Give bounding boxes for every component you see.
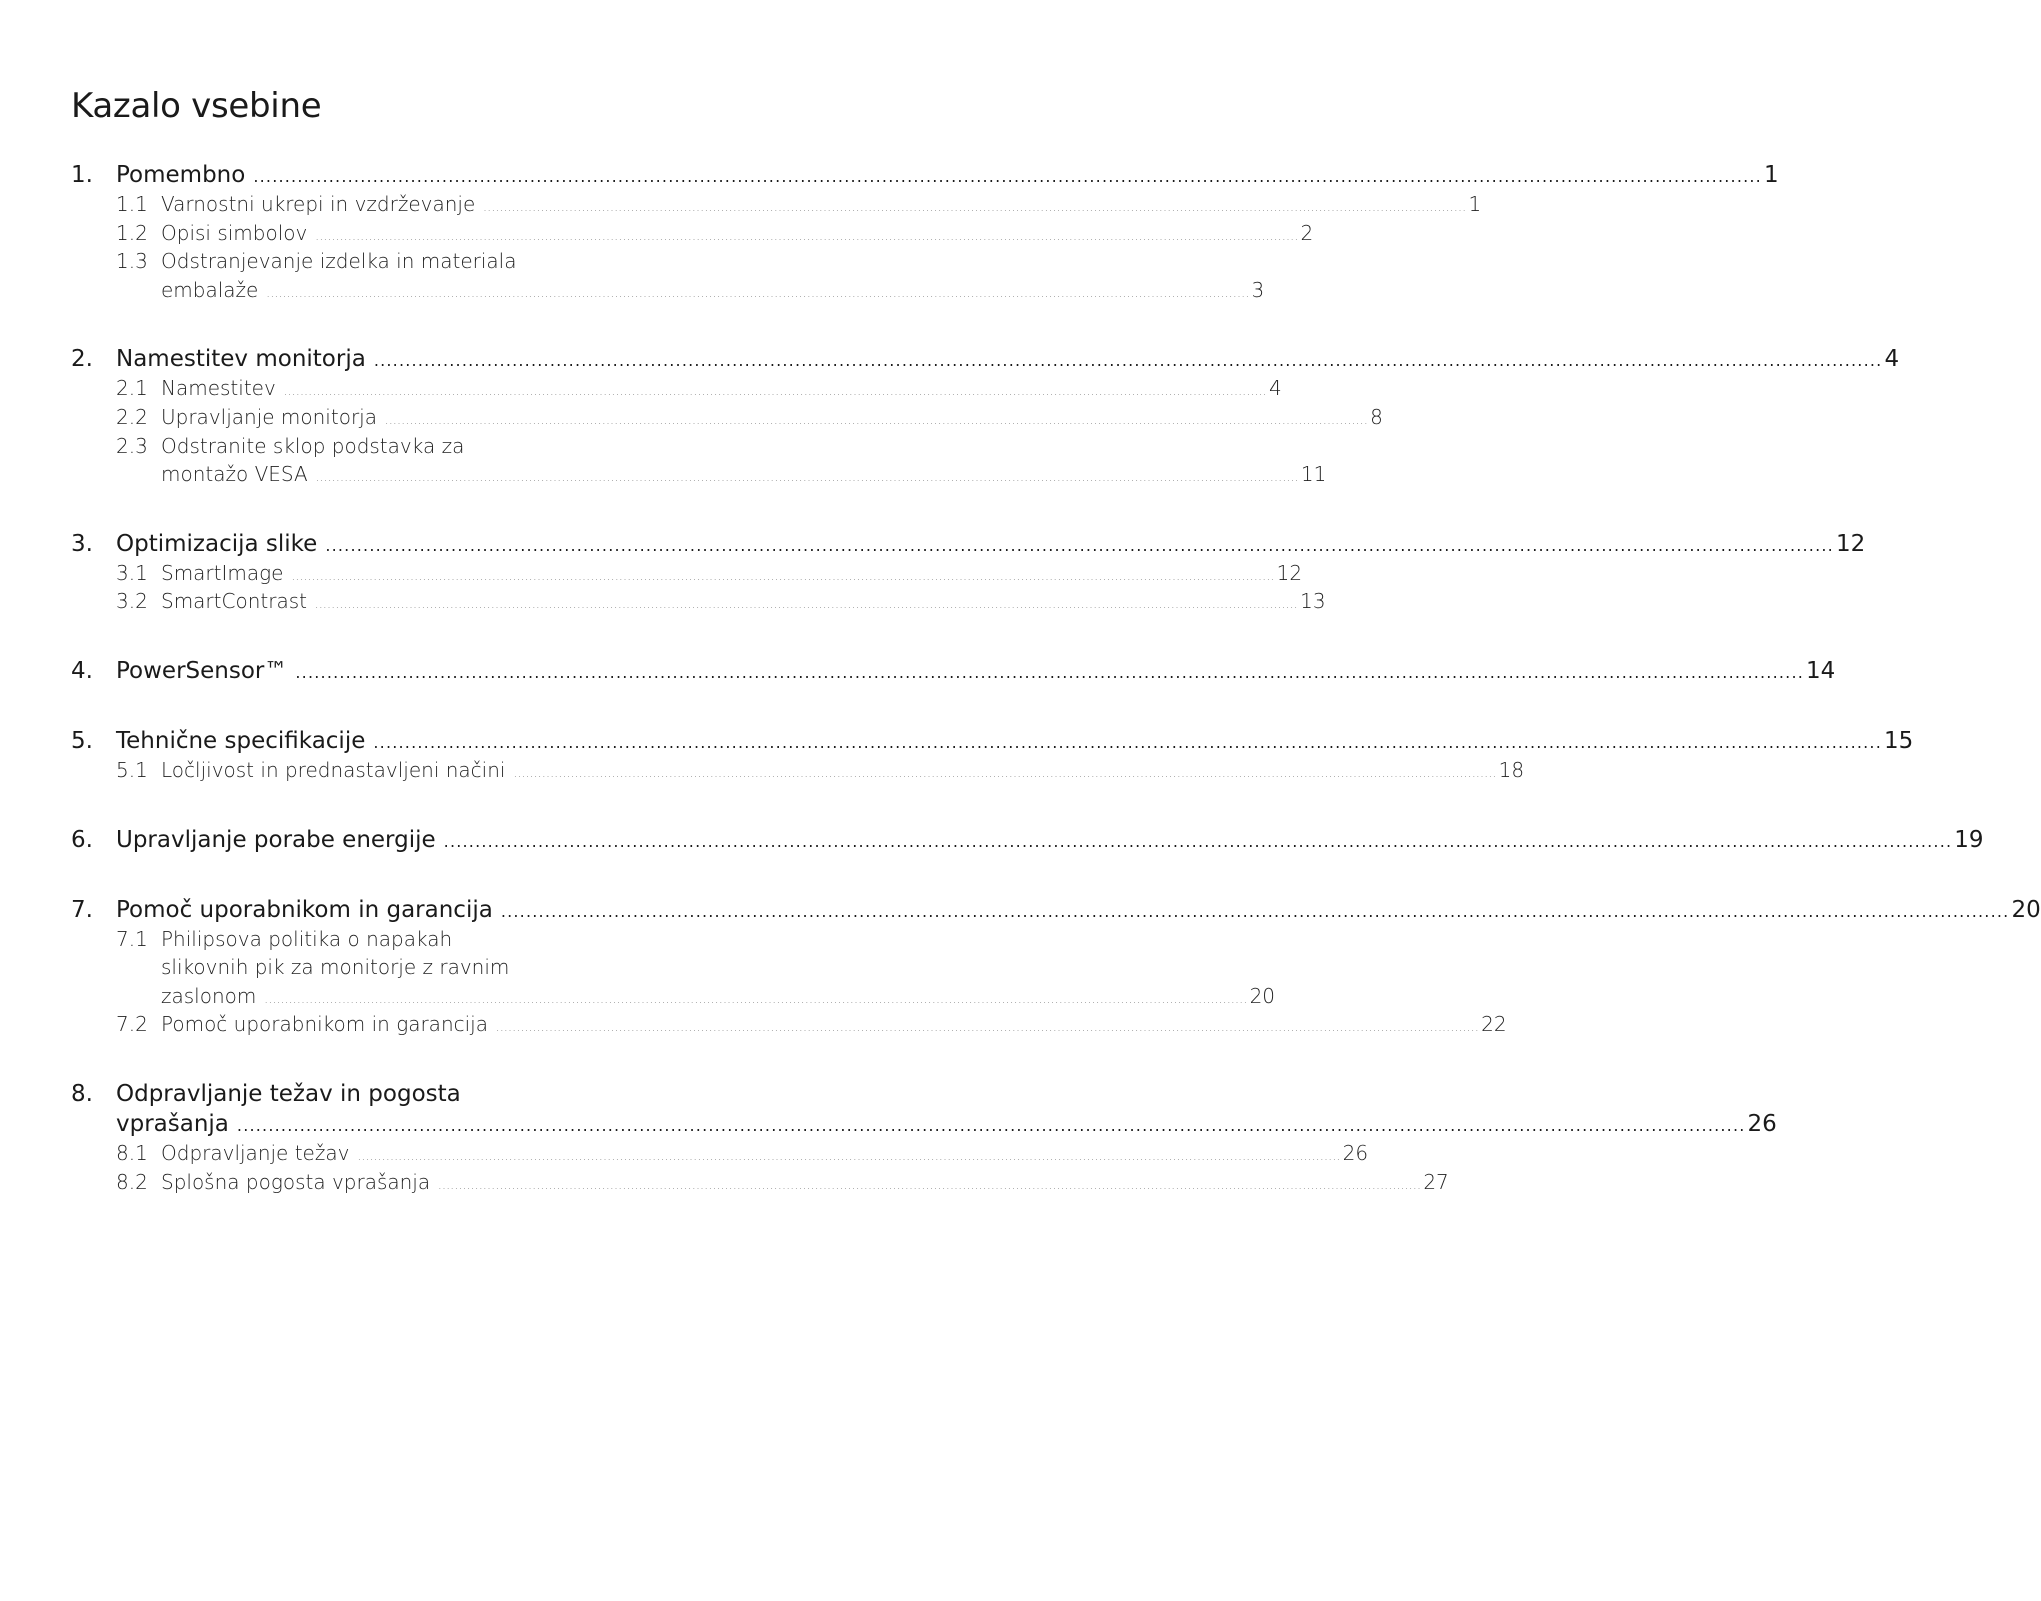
entry-title: Odstranjevanje izdelka in materiala bbox=[161, 249, 517, 274]
entry-title: Ločljivost in prednastavljeni načini bbox=[161, 758, 506, 782]
toc-subentry[interactable] bbox=[71, 190, 1482, 222]
entry-page-number: 13 bbox=[1300, 589, 1326, 614]
entry-number: 1.1 bbox=[116, 192, 148, 216]
toc-subentry[interactable] bbox=[71, 587, 1326, 619]
entry-title: Pomoč uporabnikom in garancija bbox=[116, 896, 493, 923]
entry-page-number: 12 bbox=[1835, 530, 1866, 557]
entry-title: embalaže bbox=[161, 277, 259, 302]
entry-label-group bbox=[161, 374, 1282, 406]
dot-leader bbox=[295, 658, 1804, 688]
dot-leader bbox=[438, 1172, 1421, 1200]
toc-entry-first-line[interactable] bbox=[71, 1079, 531, 1109]
toc-entry[interactable] bbox=[71, 529, 1866, 561]
entry-title: Odpravljanje težav bbox=[161, 1141, 350, 1165]
entry-number: 8.2 bbox=[116, 1169, 148, 1194]
entry-number: 1.2 bbox=[116, 220, 148, 245]
entry-title: vprašanja bbox=[116, 1111, 229, 1137]
toc-subentry[interactable] bbox=[71, 1168, 1449, 1200]
entry-title: Varnostni ukrepi in vzdrževanje bbox=[161, 192, 476, 216]
toc-subentry[interactable] bbox=[71, 403, 1383, 435]
entry-title: zaslonom bbox=[161, 983, 257, 1008]
entry-label-group bbox=[116, 726, 1914, 758]
entry-label-group bbox=[161, 1010, 1507, 1042]
entry-label-group bbox=[161, 1139, 1369, 1171]
entry-label-group bbox=[161, 587, 1326, 619]
entry-label-group bbox=[161, 756, 1525, 788]
toc-entry[interactable] bbox=[71, 895, 2041, 927]
entry-title: Upravljanje porabe energije bbox=[116, 826, 436, 853]
entry-title: Pomoč uporabnikom in garancija bbox=[161, 1012, 488, 1037]
entry-label-group bbox=[116, 160, 1779, 192]
dot-leader bbox=[266, 280, 1249, 308]
entry-number: 3.1 bbox=[116, 560, 148, 585]
entry-label-group bbox=[161, 953, 531, 981]
entry-label-group bbox=[161, 1168, 1449, 1200]
entry-label-group bbox=[116, 825, 1984, 857]
entry-number: 7.1 bbox=[116, 926, 148, 951]
toc-subentry[interactable] bbox=[71, 982, 1276, 1014]
entry-page-number: 2 bbox=[1300, 220, 1314, 245]
toc-subentry-line[interactable] bbox=[71, 247, 531, 275]
entry-title: Splošna pogosta vprašanja bbox=[161, 1169, 431, 1194]
toc-entry[interactable] bbox=[71, 656, 1836, 688]
entry-title: Namestitev monitorja bbox=[116, 346, 366, 373]
dot-leader bbox=[385, 407, 1368, 435]
entry-label-group bbox=[116, 656, 1836, 688]
entry-label-group bbox=[116, 1109, 1777, 1141]
entry-label-group bbox=[161, 219, 1314, 251]
entry-label-group bbox=[161, 559, 1303, 591]
entry-number: 5.1 bbox=[116, 758, 148, 782]
entry-title: montažo VESA bbox=[161, 462, 308, 487]
page-title: Kazalo vsebine bbox=[71, 86, 322, 126]
toc-entry[interactable] bbox=[71, 160, 1779, 192]
toc-subentry[interactable] bbox=[71, 1010, 1507, 1042]
entry-number: 2.3 bbox=[116, 433, 148, 458]
toc-subentry-line[interactable] bbox=[71, 925, 531, 953]
entry-title: Optimizacija slike bbox=[116, 530, 318, 557]
toc-entry[interactable] bbox=[71, 825, 1984, 857]
dot-leader bbox=[483, 194, 1466, 222]
entry-title: Upravljanje monitorja bbox=[161, 405, 377, 429]
entry-label-group bbox=[161, 247, 531, 275]
entry-page-number: 27 bbox=[1423, 1169, 1449, 1194]
toc-entry[interactable] bbox=[71, 726, 1914, 758]
entry-number: 3.2 bbox=[116, 589, 148, 614]
entry-page-number: 4 bbox=[1269, 376, 1282, 401]
entry-page-number: 1 bbox=[1763, 162, 1779, 188]
entry-title: SmartContrast bbox=[161, 589, 307, 614]
entry-page-number: 4 bbox=[1884, 346, 1900, 373]
entry-page-number: 20 bbox=[1249, 983, 1276, 1008]
entry-page-number: 1 bbox=[1468, 192, 1482, 216]
entry-label-group bbox=[161, 403, 1383, 435]
toc-subentry[interactable] bbox=[71, 559, 1303, 591]
entry-label-group bbox=[161, 190, 1482, 222]
entry-page-number: 3 bbox=[1251, 277, 1265, 302]
toc-subentry-line[interactable] bbox=[71, 432, 531, 460]
toc-subentry[interactable] bbox=[71, 756, 1525, 788]
entry-title: Philipsova politika o napakah bbox=[161, 926, 453, 951]
entry-page-number: 15 bbox=[1884, 728, 1914, 754]
entry-label-group bbox=[161, 460, 1327, 492]
entry-number: 7.2 bbox=[116, 1012, 148, 1037]
entry-number: 1.3 bbox=[116, 249, 148, 274]
dot-leader bbox=[513, 760, 1496, 788]
entry-number: 2. bbox=[71, 346, 93, 373]
entry-label-group bbox=[116, 895, 2041, 927]
entry-label-group bbox=[161, 982, 1276, 1014]
entry-title: Pomembno bbox=[116, 162, 246, 188]
dot-leader bbox=[325, 531, 1834, 561]
entry-title: SmartImage bbox=[161, 560, 284, 585]
toc-entry[interactable] bbox=[71, 344, 1900, 376]
entry-number: 1. bbox=[71, 162, 93, 188]
dot-leader bbox=[374, 346, 1883, 376]
entry-title: PowerSensor™ bbox=[116, 658, 288, 684]
toc-entry[interactable] bbox=[71, 1109, 1777, 1141]
toc-subentry[interactable] bbox=[71, 460, 1327, 492]
entry-title: Tehnične specifikacije bbox=[116, 728, 366, 754]
entry-label-group bbox=[116, 529, 1866, 561]
entry-label-group bbox=[161, 925, 531, 953]
dot-leader bbox=[501, 897, 2010, 927]
entry-page-number: 20 bbox=[2011, 896, 2041, 923]
dot-leader bbox=[373, 728, 1882, 758]
dot-leader bbox=[496, 1014, 1479, 1042]
entry-page-number: 22 bbox=[1481, 1012, 1507, 1037]
entry-number: 4. bbox=[71, 658, 93, 684]
entry-page-number: 14 bbox=[1806, 658, 1836, 684]
toc-subentry-line[interactable] bbox=[71, 953, 531, 981]
toc-subentry[interactable] bbox=[71, 374, 1282, 406]
entry-page-number: 26 bbox=[1342, 1141, 1369, 1165]
entry-page-number: 11 bbox=[1300, 462, 1327, 487]
entry-page-number: 26 bbox=[1747, 1111, 1777, 1137]
entry-number: 7. bbox=[71, 896, 93, 923]
entry-label-group bbox=[161, 276, 1265, 308]
entry-number: 5. bbox=[71, 728, 93, 754]
entry-number: 2.2 bbox=[116, 405, 148, 429]
entry-number: 3. bbox=[71, 530, 93, 557]
entry-title: Namestitev bbox=[161, 376, 276, 401]
dot-leader bbox=[444, 827, 1953, 857]
entry-title: slikovnih pik za monitorje z ravnim bbox=[161, 955, 510, 980]
toc-subentry[interactable] bbox=[71, 1139, 1369, 1171]
entry-page-number: 12 bbox=[1276, 560, 1303, 585]
entry-label-group bbox=[116, 344, 1900, 376]
entry-page-number: 18 bbox=[1498, 758, 1525, 782]
toc-subentry[interactable] bbox=[71, 219, 1314, 251]
entry-title: Odstranite sklop podstavka za bbox=[161, 433, 465, 458]
entry-page-number: 19 bbox=[1954, 826, 1984, 853]
entry-number: 8. bbox=[71, 1081, 93, 1107]
entry-title: Opisi simbolov bbox=[161, 220, 308, 245]
entry-number: 8.1 bbox=[116, 1141, 148, 1165]
toc-subentry[interactable] bbox=[71, 276, 1265, 308]
dot-leader bbox=[253, 162, 1762, 192]
dot-leader bbox=[315, 591, 1298, 619]
entry-title: Odpravljanje težav in pogosta bbox=[116, 1081, 461, 1107]
entry-number: 6. bbox=[71, 826, 93, 853]
entry-label-group bbox=[161, 432, 531, 460]
entry-page-number: 8 bbox=[1370, 405, 1383, 429]
dot-leader bbox=[237, 1111, 1746, 1141]
dot-leader bbox=[316, 464, 1299, 492]
entry-number: 2.1 bbox=[116, 376, 148, 401]
